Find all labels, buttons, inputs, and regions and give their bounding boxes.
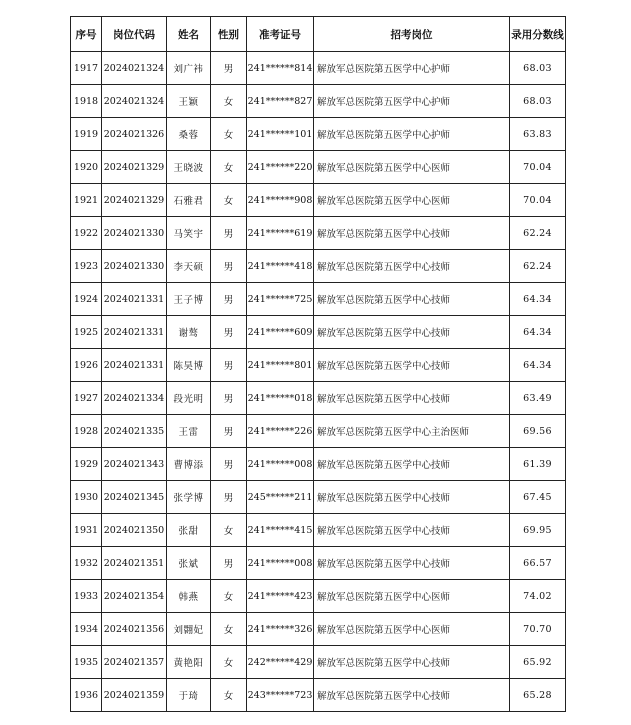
score-cell: 65.28 <box>510 679 566 712</box>
post-code-cell: 2024021329 <box>102 184 167 217</box>
post-code-cell: 2024021351 <box>102 547 167 580</box>
exam-id-cell: 241******008 <box>247 448 314 481</box>
gender-cell: 女 <box>211 580 247 613</box>
post-cell: 解放军总医院第五医学中心技师 <box>314 646 510 679</box>
post-code-cell: 2024021335 <box>102 415 167 448</box>
score-cell: 68.03 <box>510 52 566 85</box>
table-row <box>71 250 566 283</box>
score-cell: 63.83 <box>510 118 566 151</box>
exam-id-cell: 241******801 <box>247 349 314 382</box>
gender-cell: 男 <box>211 481 247 514</box>
post-cell: 解放军总医院第五医学中心技师 <box>314 250 510 283</box>
gender-cell: 男 <box>211 382 247 415</box>
post-code-cell: 2024021324 <box>102 52 167 85</box>
header-score: 录用分数线 <box>510 17 566 52</box>
name-cell: 刘翾妃 <box>167 613 211 646</box>
post-code-cell: 2024021326 <box>102 118 167 151</box>
seq-cell: 1930 <box>71 481 102 514</box>
gender-cell: 女 <box>211 85 247 118</box>
name-cell: 张学博 <box>167 481 211 514</box>
name-cell: 曹博添 <box>167 448 211 481</box>
post-cell: 解放军总医院第五医学中心医师 <box>314 613 510 646</box>
header-row <box>71 17 566 52</box>
header-seq: 序号 <box>71 17 102 52</box>
exam-id-cell: 241******326 <box>247 613 314 646</box>
table-row <box>71 547 566 580</box>
admission-table <box>70 16 566 712</box>
name-cell: 李天硕 <box>167 250 211 283</box>
exam-id-cell: 241******908 <box>247 184 314 217</box>
score-cell: 64.34 <box>510 283 566 316</box>
header-post-code: 岗位代码 <box>102 17 167 52</box>
gender-cell: 女 <box>211 679 247 712</box>
seq-cell: 1932 <box>71 547 102 580</box>
exam-id-cell: 241******827 <box>247 85 314 118</box>
seq-cell: 1934 <box>71 613 102 646</box>
seq-cell: 1936 <box>71 679 102 712</box>
exam-id-cell: 241******415 <box>247 514 314 547</box>
table-row <box>71 217 566 250</box>
exam-id-cell: 245******211 <box>247 481 314 514</box>
exam-id-cell: 241******008 <box>247 547 314 580</box>
name-cell: 段光明 <box>167 382 211 415</box>
post-cell: 解放军总医院第五医学中心主治医师 <box>314 415 510 448</box>
table-row <box>71 514 566 547</box>
gender-cell: 男 <box>211 316 247 349</box>
table-row <box>71 349 566 382</box>
post-cell: 解放军总医院第五医学中心技师 <box>314 514 510 547</box>
seq-cell: 1933 <box>71 580 102 613</box>
post-cell: 解放军总医院第五医学中心技师 <box>314 349 510 382</box>
post-cell: 解放军总医院第五医学中心技师 <box>314 547 510 580</box>
post-code-cell: 2024021329 <box>102 151 167 184</box>
header-post: 招考岗位 <box>314 17 510 52</box>
seq-cell: 1929 <box>71 448 102 481</box>
table-row <box>71 118 566 151</box>
post-code-cell: 2024021330 <box>102 250 167 283</box>
exam-id-cell: 241******101 <box>247 118 314 151</box>
post-code-cell: 2024021357 <box>102 646 167 679</box>
name-cell: 刘广祎 <box>167 52 211 85</box>
post-cell: 解放军总医院第五医学中心医师 <box>314 580 510 613</box>
gender-cell: 女 <box>211 118 247 151</box>
post-code-cell: 2024021331 <box>102 283 167 316</box>
post-code-cell: 2024021356 <box>102 613 167 646</box>
exam-id-cell: 241******220 <box>247 151 314 184</box>
table-row <box>71 415 566 448</box>
table-row <box>71 613 566 646</box>
post-cell: 解放军总医院第五医学中心技师 <box>314 283 510 316</box>
name-cell: 于琦 <box>167 679 211 712</box>
gender-cell: 男 <box>211 547 247 580</box>
header-name: 姓名 <box>167 17 211 52</box>
post-code-cell: 2024021331 <box>102 316 167 349</box>
name-cell: 桑蓉 <box>167 118 211 151</box>
name-cell: 黄艳阳 <box>167 646 211 679</box>
header-gender: 性别 <box>211 17 247 52</box>
score-cell: 74.02 <box>510 580 566 613</box>
header-exam-id: 准考证号 <box>247 17 314 52</box>
table-row <box>71 85 566 118</box>
score-cell: 68.03 <box>510 85 566 118</box>
name-cell: 张甜 <box>167 514 211 547</box>
score-cell: 65.92 <box>510 646 566 679</box>
gender-cell: 女 <box>211 184 247 217</box>
post-code-cell: 2024021331 <box>102 349 167 382</box>
post-cell: 解放军总医院第五医学中心技师 <box>314 217 510 250</box>
name-cell: 石雅君 <box>167 184 211 217</box>
seq-cell: 1923 <box>71 250 102 283</box>
score-cell: 64.34 <box>510 316 566 349</box>
name-cell: 马笑宇 <box>167 217 211 250</box>
score-cell: 67.45 <box>510 481 566 514</box>
gender-cell: 男 <box>211 217 247 250</box>
name-cell: 王子博 <box>167 283 211 316</box>
exam-id-cell: 241******619 <box>247 217 314 250</box>
table-row <box>71 151 566 184</box>
post-cell: 解放军总医院第五医学中心技师 <box>314 679 510 712</box>
gender-cell: 女 <box>211 151 247 184</box>
score-cell: 70.04 <box>510 151 566 184</box>
table-row <box>71 52 566 85</box>
seq-cell: 1931 <box>71 514 102 547</box>
exam-id-cell: 241******423 <box>247 580 314 613</box>
post-cell: 解放军总医院第五医学中心护师 <box>314 118 510 151</box>
seq-cell: 1926 <box>71 349 102 382</box>
score-cell: 62.24 <box>510 250 566 283</box>
exam-id-cell: 243******723 <box>247 679 314 712</box>
post-cell: 解放军总医院第五医学中心医师 <box>314 151 510 184</box>
name-cell: 谢骜 <box>167 316 211 349</box>
score-cell: 63.49 <box>510 382 566 415</box>
seq-cell: 1921 <box>71 184 102 217</box>
exam-id-cell: 241******226 <box>247 415 314 448</box>
gender-cell: 男 <box>211 283 247 316</box>
seq-cell: 1927 <box>71 382 102 415</box>
seq-cell: 1922 <box>71 217 102 250</box>
score-cell: 64.34 <box>510 349 566 382</box>
exam-id-cell: 242******429 <box>247 646 314 679</box>
seq-cell: 1920 <box>71 151 102 184</box>
score-cell: 69.56 <box>510 415 566 448</box>
score-cell: 62.24 <box>510 217 566 250</box>
post-cell: 解放军总医院第五医学中心技师 <box>314 382 510 415</box>
table-row <box>71 382 566 415</box>
gender-cell: 女 <box>211 646 247 679</box>
post-code-cell: 2024021324 <box>102 85 167 118</box>
score-cell: 66.57 <box>510 547 566 580</box>
post-code-cell: 2024021330 <box>102 217 167 250</box>
gender-cell: 女 <box>211 613 247 646</box>
gender-cell: 男 <box>211 250 247 283</box>
table-row <box>71 184 566 217</box>
table-row <box>71 448 566 481</box>
post-code-cell: 2024021359 <box>102 679 167 712</box>
table-row <box>71 481 566 514</box>
gender-cell: 男 <box>211 415 247 448</box>
name-cell: 张斌 <box>167 547 211 580</box>
post-code-cell: 2024021343 <box>102 448 167 481</box>
gender-cell: 男 <box>211 349 247 382</box>
post-cell: 解放军总医院第五医学中心技师 <box>314 481 510 514</box>
post-code-cell: 2024021334 <box>102 382 167 415</box>
seq-cell: 1928 <box>71 415 102 448</box>
post-cell: 解放军总医院第五医学中心医师 <box>314 184 510 217</box>
post-cell: 解放军总医院第五医学中心护师 <box>314 52 510 85</box>
score-cell: 70.04 <box>510 184 566 217</box>
seq-cell: 1935 <box>71 646 102 679</box>
score-cell: 70.70 <box>510 613 566 646</box>
score-cell: 61.39 <box>510 448 566 481</box>
seq-cell: 1918 <box>71 85 102 118</box>
post-code-cell: 2024021345 <box>102 481 167 514</box>
post-cell: 解放军总医院第五医学中心技师 <box>314 316 510 349</box>
table-row <box>71 283 566 316</box>
seq-cell: 1919 <box>71 118 102 151</box>
exam-id-cell: 241******018 <box>247 382 314 415</box>
name-cell: 王雷 <box>167 415 211 448</box>
name-cell: 王颖 <box>167 85 211 118</box>
post-code-cell: 2024021350 <box>102 514 167 547</box>
table-row <box>71 646 566 679</box>
seq-cell: 1925 <box>71 316 102 349</box>
gender-cell: 男 <box>211 448 247 481</box>
name-cell: 王晓波 <box>167 151 211 184</box>
name-cell: 陈昊博 <box>167 349 211 382</box>
seq-cell: 1924 <box>71 283 102 316</box>
gender-cell: 男 <box>211 52 247 85</box>
seq-cell: 1917 <box>71 52 102 85</box>
post-cell: 解放军总医院第五医学中心技师 <box>314 448 510 481</box>
table-body <box>71 52 566 712</box>
results-sheet <box>70 16 564 712</box>
table-row <box>71 316 566 349</box>
exam-id-cell: 241******725 <box>247 283 314 316</box>
table-row <box>71 679 566 712</box>
name-cell: 韩燕 <box>167 580 211 613</box>
post-cell: 解放军总医院第五医学中心护师 <box>314 85 510 118</box>
score-cell: 69.95 <box>510 514 566 547</box>
exam-id-cell: 241******814 <box>247 52 314 85</box>
table-row <box>71 580 566 613</box>
post-code-cell: 2024021354 <box>102 580 167 613</box>
exam-id-cell: 241******609 <box>247 316 314 349</box>
gender-cell: 女 <box>211 514 247 547</box>
exam-id-cell: 241******418 <box>247 250 314 283</box>
